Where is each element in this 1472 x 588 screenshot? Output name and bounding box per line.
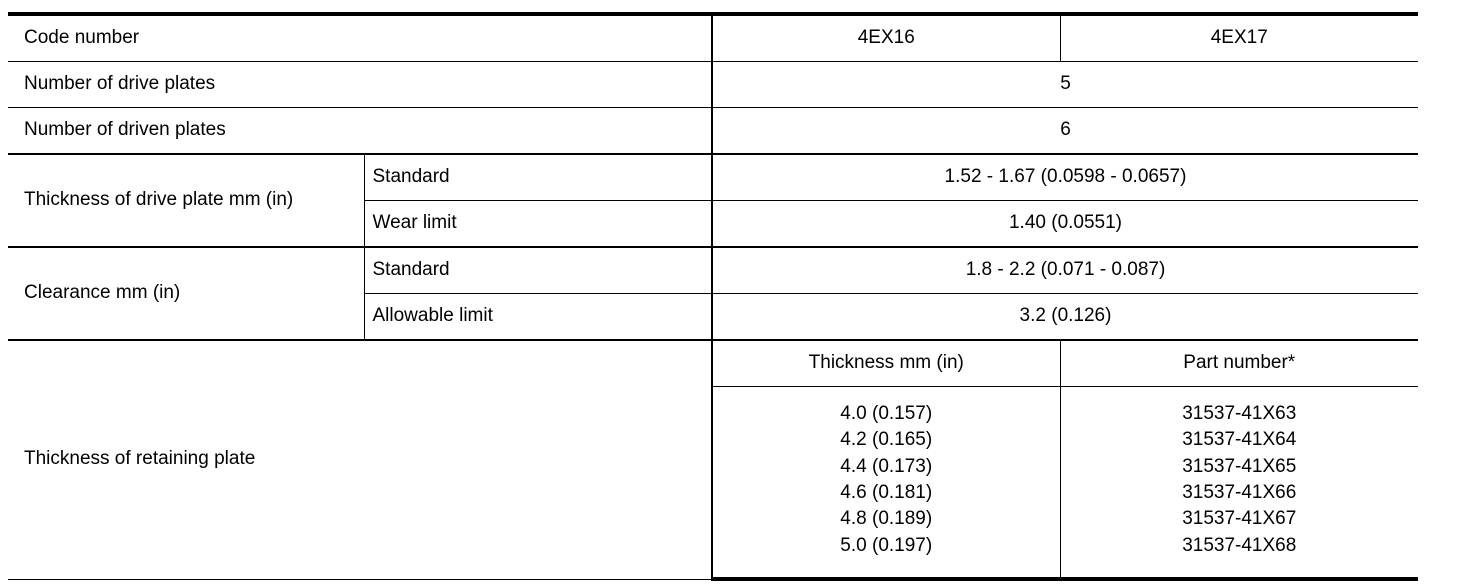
- drive-plate-wear-label: Wear limit: [364, 201, 712, 248]
- list-item: 31537-41X66: [1182, 482, 1297, 503]
- retaining-thickness-header: Thickness mm (in): [712, 340, 1060, 387]
- clearance-standard-value: 1.8 - 2.2 (0.071 - 0.087): [712, 247, 1418, 294]
- list-item: 4.2 (0.165): [840, 429, 933, 451]
- driven-plates-label: Number of driven plates: [8, 108, 712, 155]
- code-number-4ex16: 4EX16: [712, 14, 1060, 62]
- clearance-allowable-label: Allowable limit: [364, 294, 712, 341]
- list-item: 31537-41X64: [1182, 429, 1297, 451]
- list-item: 31537-41X68: [1182, 534, 1297, 556]
- table-row-drive-plates: [8, 62, 1418, 108]
- table-row-code-number: [8, 14, 1418, 62]
- clutch-spec-table: [8, 12, 1418, 581]
- retaining-part-number-list: [1060, 387, 1418, 580]
- list-item: 31537-41X63: [1182, 402, 1297, 424]
- drive-plates-label: Number of drive plates: [8, 62, 712, 108]
- retaining-plate-label: Thickness of retaining plate: [8, 340, 712, 579]
- table-row-clearance-standard: [8, 247, 1418, 294]
- drive-plate-standard-value: 1.52 - 1.67 (0.0598 - 0.0657): [712, 154, 1418, 201]
- drive-plates-value: 5: [712, 62, 1418, 108]
- table-row-retaining-header: [8, 340, 1418, 387]
- list-item: 31537-41X65: [1182, 455, 1297, 477]
- clearance-label: Clearance mm (in): [8, 247, 364, 340]
- clearance-standard-label: Standard: [364, 247, 712, 294]
- drive-plate-standard-label: Standard: [364, 154, 712, 201]
- retaining-thickness-list: [712, 387, 1060, 580]
- driven-plates-value: 6: [712, 108, 1418, 155]
- list-item: 4.4 (0.173): [840, 455, 933, 477]
- table-row-driven-plates: [8, 108, 1418, 155]
- drive-plate-wear-value: 1.40 (0.0551): [712, 201, 1418, 248]
- list-item: 5.0 (0.197): [840, 534, 933, 556]
- retaining-part-number-header: Part number*: [1060, 340, 1418, 387]
- list-item: 4.0 (0.157): [840, 402, 933, 424]
- code-number-label: Code number: [8, 14, 712, 62]
- table-row-drive-plate-standard: [8, 154, 1418, 201]
- list-item: 31537-41X67: [1182, 508, 1297, 530]
- code-number-4ex17: 4EX17: [1060, 14, 1418, 62]
- drive-plate-thickness-label: Thickness of drive plate mm (in): [8, 154, 364, 247]
- clearance-allowable-value: 3.2 (0.126): [712, 294, 1418, 341]
- list-item: 4.8 (0.189): [840, 508, 933, 530]
- list-item: 4.6 (0.181): [840, 482, 933, 503]
